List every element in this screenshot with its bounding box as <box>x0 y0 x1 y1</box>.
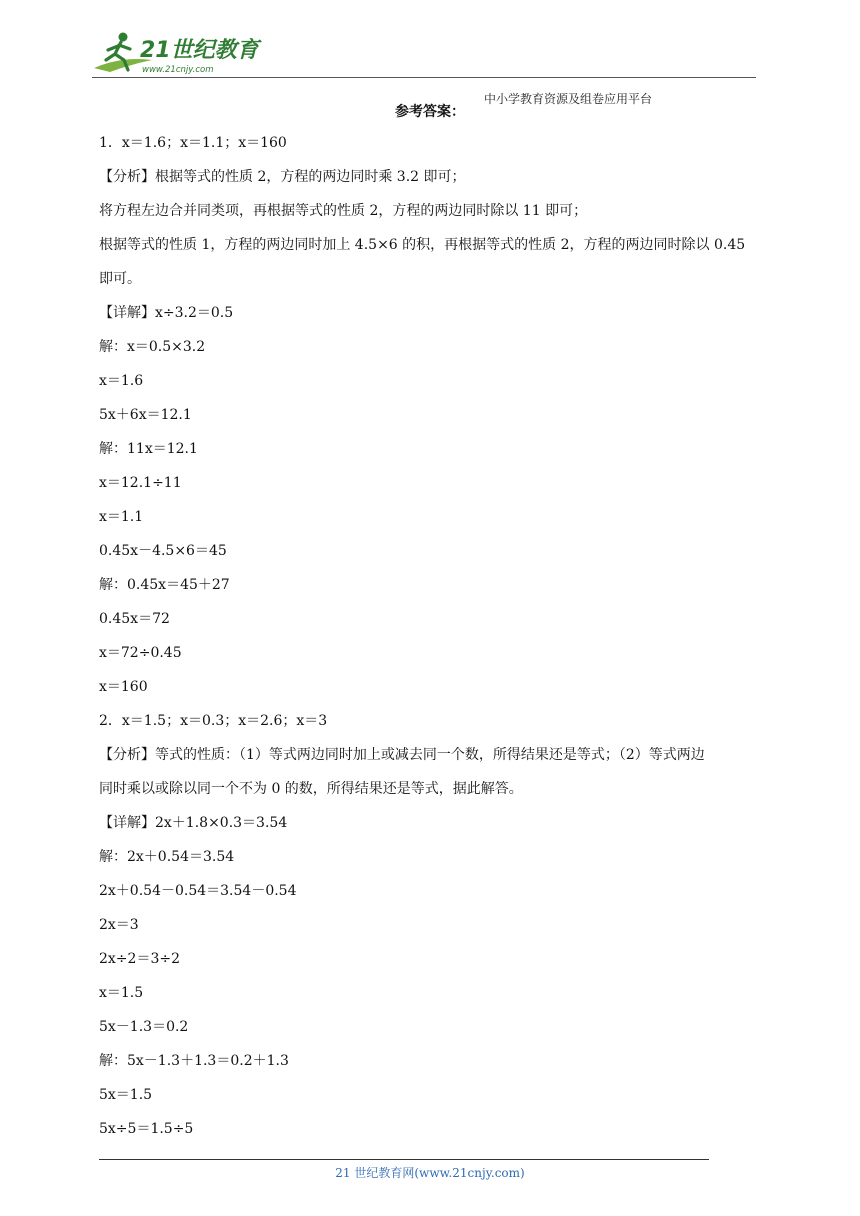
answer-line: x＝1.5 <box>99 985 144 1001</box>
answer-line: 同时乘以或除以同一个不为 0 的数，所得结果还是等式，据此解答。 <box>99 781 523 797</box>
answer-line: 【详解】x÷3.2＝0.5 <box>99 305 234 321</box>
header-divider <box>92 77 756 78</box>
answer-line: 根据等式的性质 1，方程的两边同时加上 4.5×6 的积，再根据等式的性质 2，方程的两边同时除以 0.45 <box>99 237 746 253</box>
answer-line: 1．x＝1.6；x＝1.1；x＝160 <box>99 135 287 151</box>
answer-line: 【详解】2x＋1.8×0.3＝3.54 <box>99 815 288 831</box>
answer-line: 0.45x－4.5×6＝45 <box>99 543 227 559</box>
answer-line: x＝12.1÷11 <box>99 475 182 491</box>
answer-line: 解：11x＝12.1 <box>99 441 198 457</box>
svg-text:21世纪教育: 21世纪教育 <box>140 38 259 63</box>
answer-line: 【分析】等式的性质：（1）等式两边同时加上或减去同一个数，所得结果还是等式；（2）等式两边 <box>99 747 705 763</box>
answer-line: 即可。 <box>99 271 141 287</box>
answer-line: 解：x＝0.5×3.2 <box>99 339 206 355</box>
platform-name: 中小学教育资源及组卷应用平台 <box>483 92 652 106</box>
answer-line: 2．x＝1.5；x＝0.3；x＝2.6；x＝3 <box>99 713 328 729</box>
answer-line: x＝1.1 <box>99 509 144 525</box>
answer-body <box>99 126 779 1146</box>
answer-line: 解：0.45x＝45＋27 <box>99 577 230 593</box>
answer-line: 5x－1.3＝0.2 <box>99 1019 189 1035</box>
answer-line: 2x÷2＝3÷2 <box>99 951 180 967</box>
footer-text: 21 世纪教育网(www.21cnjy.com) <box>335 1166 525 1180</box>
answer-line: 解：2x＋0.54＝3.54 <box>99 849 235 865</box>
answer-line: x＝72÷0.45 <box>99 645 182 661</box>
answer-line: 5x＋6x＝12.1 <box>99 407 192 423</box>
answer-line: 2x＝3 <box>99 917 139 933</box>
svg-text:www.21cnjy.com: www.21cnjy.com <box>142 65 214 75</box>
footer-divider <box>99 1159 709 1160</box>
answer-line: 【分析】根据等式的性质 2，方程的两边同时乘 3.2 即可； <box>99 169 466 185</box>
answer-line: x＝1.6 <box>99 373 144 389</box>
site-logo <box>92 30 262 76</box>
answer-line: 5x＝1.5 <box>99 1087 153 1103</box>
page-title: 参考答案： <box>395 104 465 120</box>
answer-line: 0.45x＝72 <box>99 611 170 627</box>
answer-line: 5x÷5＝1.5÷5 <box>99 1121 194 1137</box>
answer-line: x＝160 <box>99 679 148 695</box>
answer-line: 2x＋0.54－0.54＝3.54－0.54 <box>99 883 297 899</box>
answer-line: 解：5x－1.3＋1.3＝0.2＋1.3 <box>99 1053 289 1069</box>
answer-line: 将方程左边合并同类项，再根据等式的性质 2，方程的两边同时除以 11 即可； <box>99 203 588 219</box>
page-header <box>92 30 756 106</box>
